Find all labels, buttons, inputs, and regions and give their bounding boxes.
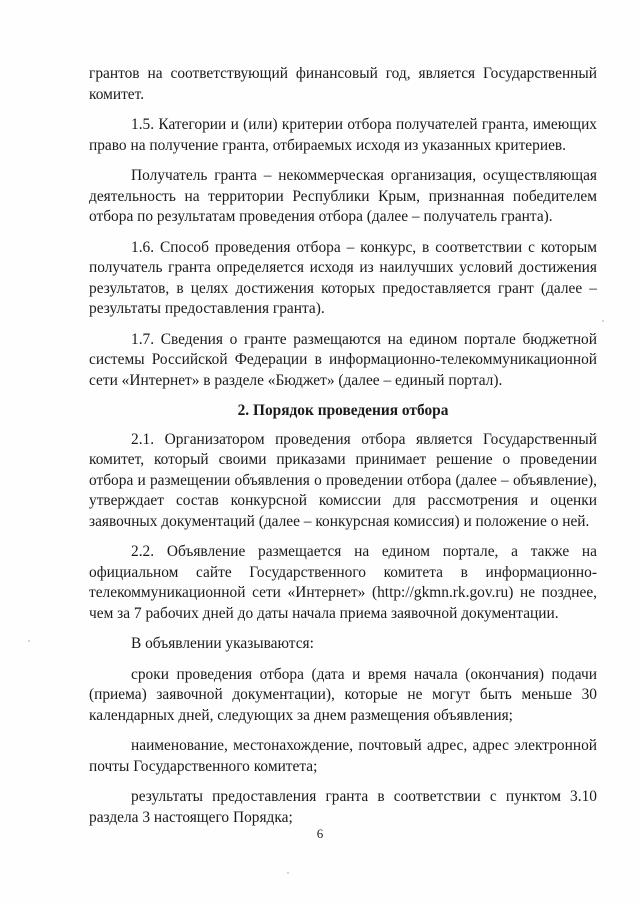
page-number: 6	[316, 826, 324, 841]
paragraph-1-7: 1.7. Сведения о гранте размещаются на едином портале бюджетной системы Российской Федерации в информационно-телекоммуникационной сети «Интернет» в разделе «Бюджет» (далее – единый портал).	[89, 330, 597, 389]
document-body	[89, 64, 597, 838]
scan-speck	[28, 640, 30, 642]
paragraph-1-6: 1.6. Способ проведения отбора – конкурс, в соответствии с которым получатель гранта определяется исходя из наилучших условий достижения результатов, в целях достижения которых предоставляется грант (далее – результаты предоставления гранта).	[89, 238, 597, 317]
scan-speck	[602, 320, 604, 322]
paragraph-2-1: 2.1. Организатором проведения отбора является Государственный комитет, который своими приказами принимает решение о проведении отбора и размещении объявления о проведении отбора (далее – объявление), утверждает состав конкурсной комиссии для рассмотрения и оценки заявочных документаций (далее – конкурсная комиссия) и положение о ней.	[89, 430, 597, 530]
paragraph-2-2: 2.2. Объявление размещается на едином портале, а также на официальном сайте Государственного комитета в информационно-телекоммуникационной сети «Интернет» (http://gkmn.rk.gov.ru) не позднее, чем за 7 рабочих дней до даты начала приема заявочной документации.	[89, 543, 597, 622]
paragraph-continuation: грантов на соответствующий финансовый год, является Государственный комитет.	[89, 65, 597, 103]
paragraph-announcement-intro: В объявлении указываются:	[131, 635, 314, 652]
section-heading: 2. Порядок проведения отбора	[237, 402, 449, 419]
paragraph-grant-recipient: Получатель гранта – некоммерческая организация, осуществляющая деятельность на территории Республики Крым, признанная победителем отбора по результатам проведения отбора (далее – получатель гранта).	[89, 167, 597, 225]
paragraph-selection-dates: сроки проведения отбора (дата и время начала (окончания) подачи (приема) заявочной документации), которые не могут быть меньше 30 календарных дней, следующих за днем размещения объявления;	[89, 665, 597, 724]
paragraph-grant-results: результаты предоставления гранта в соответствии с пунктом 3.10 раздела 3 настоящего Порядка;	[89, 788, 597, 826]
paragraph-1-5: 1.5. Категории и (или) критерии отбора получателей гранта, имеющих право на получение гранта, отбираемых исходя из указанных критериев.	[89, 116, 597, 154]
scan-speck	[287, 872, 289, 874]
paragraph-committee-address: наименование, местонахождение, почтовый адрес, адрес электронной почты Государственного комитета;	[89, 737, 597, 775]
